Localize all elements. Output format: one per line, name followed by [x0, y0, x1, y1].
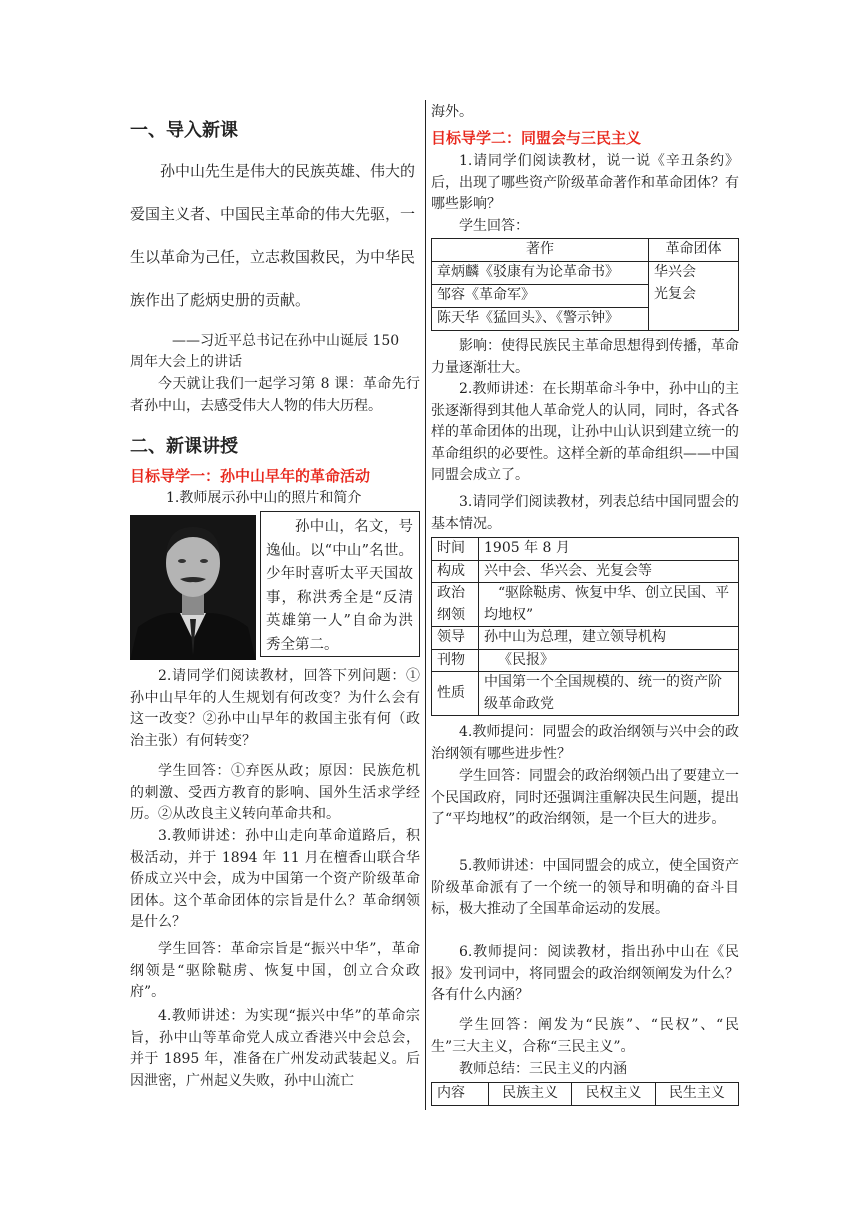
- intro-line: 孙中山先生是伟大的民族英雄、伟大的: [160, 162, 416, 180]
- sun-yat-sen-photo: [130, 515, 256, 660]
- q1: 1.请同学们阅读教材，说一说《辛丑条约》后，出现了哪些资产阶级革命著作和革命团体？有哪些影响？: [431, 153, 739, 212]
- group-item: 光复会: [654, 285, 696, 302]
- portrait-image: [130, 515, 256, 660]
- answer3: 学生回答：革命宗旨是“振兴中华”，革命纲领是“驱除鞑虏、恢复中国，创立合众政府”。: [130, 941, 420, 1000]
- groups-cell: [649, 262, 739, 331]
- key-cell: 时间: [432, 538, 479, 561]
- r-item3: 3.请同学们阅读教材，列表总结中国同盟会的基本情况。: [431, 494, 739, 532]
- key-cell: 刊物: [432, 649, 479, 672]
- nationalism-header: 民族主义: [489, 1083, 572, 1106]
- livelihood-header: 民生主义: [655, 1083, 738, 1106]
- answer1-label: 学生回答：: [459, 218, 529, 234]
- r-answer6: 学生回答：阐发为“民族”、“民权”、“民生”三大主义，合称“三民主义”。: [431, 1017, 739, 1055]
- value-cell: 《民报》: [479, 649, 739, 672]
- heading-new-lesson: 二、新课讲授: [130, 436, 238, 457]
- works-groups-table: [431, 238, 739, 331]
- work-cell: 章炳麟《驳康有为论革命书》: [432, 262, 649, 285]
- r-answer4: 学生回答：同盟会的政治纲领凸出了要建立一个民国政府，同时还强调注重解决民生问题，提出了“平均地权”的政治纲领，是一个巨大的进步。: [431, 768, 739, 827]
- item1: 1.教师展示孙中山的照片和简介: [166, 490, 362, 506]
- work-cell: 邹容《革命军》: [432, 285, 649, 308]
- goal2-heading: 目标导学二：同盟会与三民主义: [431, 129, 642, 147]
- r-item6: 6.教师提问：阅读教材，指出孙中山在《民报》发刊词中，将同盟会的政治纲领阐发为什么？各有什么内涵？: [431, 944, 739, 1003]
- key-cell: 政治纲领: [432, 583, 479, 627]
- continued-text: 海外。: [431, 104, 473, 120]
- value-cell: 1905 年 8 月: [479, 538, 739, 561]
- key-cell: 性质: [432, 672, 479, 716]
- r-item4: 4.教师提问：同盟会的政治纲领与兴中会的政治纲领有哪些进步性？: [431, 724, 739, 762]
- answer2: 学生回答：①弃医从政；原因：民族危机的刺激、受西方教育的影响、国外生活求学经历。②从改良主义转向革命共和。: [130, 763, 420, 822]
- item4: 4.教师讲述：为实现“振兴中华”的革命宗旨，孙中山等革命党人成立香港兴中会总会，并于 1895 年，准备在广州发动武装起义。后因泄密，广州起义失败，孙中山流亡: [130, 1008, 420, 1089]
- quote-line1: ——习近平总书记在孙中山诞辰 150: [172, 333, 400, 349]
- item3: 3.教师讲述：孙中山走向革命道路后，积极活动，并于 1894 年 11 月在檀香山联合华侨成立兴中会，成为中国第一个资产阶级革命团体。这个革命团体的宗旨是什么？革命纲领是什么？: [130, 828, 420, 930]
- intro-line: 生以革命为己任，立志救国救民，为中华民: [130, 248, 416, 266]
- r-summary: 教师总结：三民主义的内涵: [459, 1061, 627, 1077]
- bio-text: 孙中山，名文，号逸仙。以“中山”名世。少年时喜听太平天国故事，称洪秀全是“反清英雄第一人”自命为洪秀全第二。: [266, 519, 413, 653]
- key-cell: 领导: [432, 627, 479, 650]
- r-item2: 2.教师讲述：在长期革命斗争中，孙中山的主张逐渐得到其他人革命党人的认同，同时，各式各样的革命团体的出现，让孙中山认识到建立统一的革命组织的必要性。这样全新的革命组织——中国同盟会成立了。: [431, 381, 739, 483]
- value-cell: “驱除鞑虏、恢复中华、创立民国、平均地权”: [479, 583, 739, 627]
- header-works: 著作: [432, 239, 649, 262]
- column-divider: [425, 100, 426, 1110]
- three-principles-table: [431, 1082, 739, 1106]
- heading-intro: 一、导入新课: [130, 120, 238, 141]
- r-item5: 5.教师讲述：中国同盟会的成立，使全国资产阶级革命派有了一个统一的领导和明确的奋斗目标，极大推动了全国革命运动的发展。: [431, 858, 739, 917]
- today-paragraph: 今天就让我们一起学习第 8 课：革命先行者孙中山，去感受伟大人物的伟大历程。: [130, 376, 420, 414]
- intro-paragraph: [130, 150, 420, 322]
- influence: 影响：使得民族民主革命思想得到传播，革命力量逐渐壮大。: [431, 338, 739, 376]
- intro-line: 族作出了彪炳史册的贡献。: [130, 291, 311, 309]
- value-cell: 孙中山为总理，建立领导机构: [479, 627, 739, 650]
- content-header: 内容: [432, 1083, 489, 1106]
- alliance-table: [431, 537, 739, 716]
- value-cell: 兴中会、华兴会、光复会等: [479, 560, 739, 583]
- work-cell: 陈天华《猛回头》、《警示钟》: [432, 308, 649, 331]
- democracy-header: 民权主义: [572, 1083, 655, 1106]
- item2: 2.请同学们阅读教材，回答下列问题：①孙中山早年的人生规划有何改变？为什么会有这一改变？②孙中山早年的救国主张有何（政治主张）有何转变？: [130, 668, 420, 749]
- goal1-heading: 目标导学一：孙中山早年的革命活动: [130, 467, 371, 485]
- bio-box: [260, 511, 420, 657]
- quote-line2: 周年大会上的讲话: [130, 354, 242, 370]
- value-cell: 中国第一个全国规模的、统一的资产阶级革命政党: [479, 672, 739, 716]
- intro-line: 爱国主义者、中国民主革命的伟大先驱，一: [130, 205, 416, 223]
- header-groups: 革命团体: [649, 239, 739, 262]
- key-cell: 构成: [432, 560, 479, 583]
- group-item: 华兴会: [654, 264, 696, 280]
